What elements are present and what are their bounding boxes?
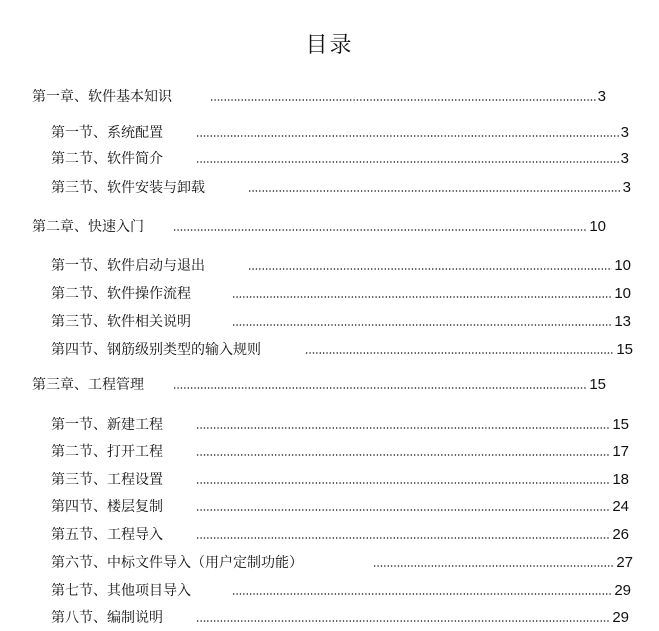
toc-entry-section[interactable] [51,283,631,303]
toc-entry-section[interactable] [51,469,629,489]
dot-leader [196,454,610,456]
toc-page-number: 24 [612,497,629,515]
toc-entry-label: 第三章、工程管理 [32,377,144,393]
toc-page-number: 10 [614,256,631,274]
toc-entry-label: 第四节、楼层复制 [51,499,163,515]
toc-title: 目录 [305,33,354,58]
toc-entry-section[interactable] [51,607,629,627]
dot-leader [173,229,587,231]
dot-leader [196,509,610,511]
toc-entry-label: 第二章、快速入门 [32,219,144,235]
dot-leader [373,565,614,567]
toc-entry-label: 第三节、工程设置 [51,472,163,488]
toc-entry-label: 第七节、其他项目导入 [51,583,191,599]
toc-entry-label: 第四节、钢筋级别类型的输入规则 [51,342,261,358]
toc-page-number: 26 [612,525,629,543]
dot-leader [248,190,621,192]
toc-page-number: 3 [622,178,631,196]
toc-page-number: 17 [612,442,629,460]
toc-entry-section[interactable] [51,339,633,359]
toc-entry-label: 第六节、中标文件导入（用户定制功能） [51,555,303,571]
dot-leader [196,135,619,137]
toc-entry-label: 第一节、新建工程 [51,417,163,433]
dot-leader [248,268,612,270]
toc-page-number: 15 [616,340,633,358]
dot-leader [173,387,587,389]
toc-entry-section[interactable] [51,580,631,600]
toc-entry-label: 第一节、系统配置 [51,125,163,141]
toc-entry-section[interactable] [51,122,629,142]
dot-leader [196,161,619,163]
toc-entry-label: 第五节、工程导入 [51,527,163,543]
toc-entry-label: 第二节、打开工程 [51,444,163,460]
toc-page-number: 10 [589,217,606,235]
toc-entry-label: 第二节、软件简介 [51,151,163,167]
toc-entry-section[interactable] [51,177,631,197]
toc-entry-section[interactable] [51,255,631,275]
dot-leader [196,427,610,429]
toc-page-number: 3 [620,123,629,141]
toc-entry-section[interactable] [51,148,629,168]
toc-entry-section[interactable] [51,496,629,516]
toc-page-number: 3 [597,87,606,105]
toc-entry-section[interactable] [51,311,631,331]
toc-entry-chapter[interactable] [32,374,606,394]
toc-entry-label: 第二节、软件操作流程 [51,286,191,302]
toc-page-number: 3 [620,149,629,167]
toc-page-number: 29 [614,581,631,599]
toc-entry-section[interactable] [51,441,629,461]
dot-leader [305,352,614,354]
toc-entry-section[interactable] [51,524,629,544]
toc-page-number: 18 [612,470,629,488]
toc-page-number: 13 [614,312,631,330]
toc-entry-label: 第一节、软件启动与退出 [51,258,205,274]
toc-page-number: 15 [589,375,606,393]
toc-page-number: 27 [616,553,633,571]
toc-entry-label: 第一章、软件基本知识 [32,89,172,105]
toc-page-number: 15 [612,415,629,433]
toc-entry-label: 第八节、编制说明 [51,610,163,626]
dot-leader [232,593,612,595]
toc-page-number: 10 [614,284,631,302]
toc-entry-label: 第三节、软件安装与卸载 [51,180,205,196]
dot-leader [196,482,610,484]
toc-entry-chapter[interactable] [32,86,606,106]
dot-leader [210,99,596,101]
dot-leader [232,324,612,326]
dot-leader [196,537,610,539]
toc-entry-section[interactable] [51,552,633,572]
toc-page-number: 29 [612,608,629,626]
toc-entry-label: 第三节、软件相关说明 [51,314,191,330]
dot-leader [232,296,612,298]
toc-entry-section[interactable] [51,414,629,434]
toc-entry-chapter[interactable] [32,216,606,236]
dot-leader [196,620,610,622]
